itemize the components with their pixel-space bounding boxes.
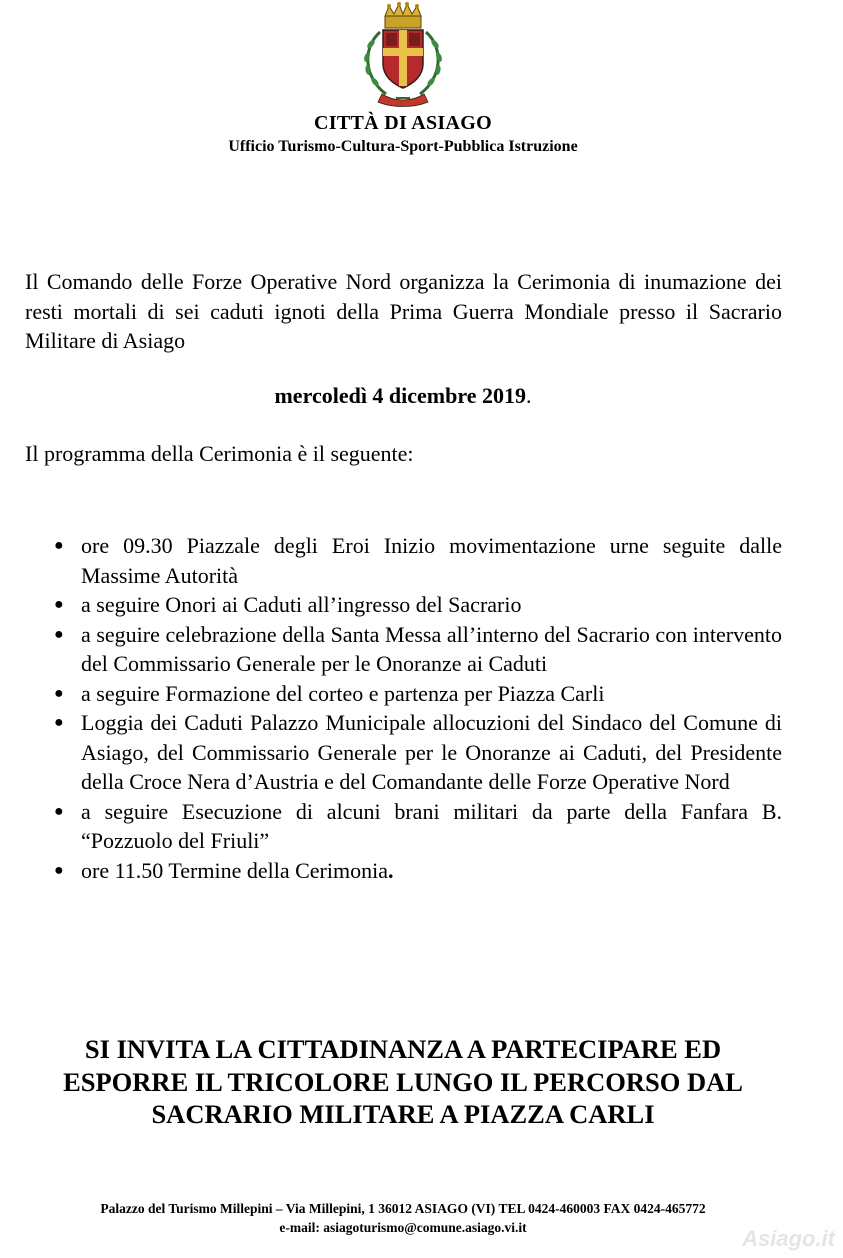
- program-list: [52, 531, 782, 885]
- program-item-text: a seguire Onori ai Caduti all’ingresso del Sacrario: [81, 592, 522, 617]
- bullet-icon: ●: [54, 684, 64, 702]
- intro-paragraph: Il Comando delle Forze Operative Nord organizza la Cerimonia di inumazione dei resti mortali di sei caduti ignoti della Prima Guerra Mondiale presso il Sacrario Militare di Asiago: [25, 269, 782, 353]
- event-date-suffix: .: [526, 383, 532, 408]
- program-item: [52, 856, 782, 886]
- bullet-icon: ●: [54, 596, 64, 613]
- event-date-text: mercoledì 4 dicembre 2019: [274, 383, 527, 408]
- bullet-icon: ●: [54, 625, 64, 643]
- footer-address: Palazzo del Turismo Millepini – Via Millepini, 1 36012 ASIAGO (VI) TEL 0424-460003 FAX 0424-465772: [100, 1201, 706, 1216]
- bullet-icon: ●: [54, 537, 64, 554]
- program-item: [52, 679, 782, 709]
- program-item: [52, 708, 782, 797]
- program-item: [52, 620, 782, 679]
- program-item-text: ore 11.50 Termine della Cerimonia: [81, 857, 388, 883]
- bullet-icon: ●: [54, 714, 64, 731]
- program-item-text: ore 09.30 Piazzale degli Eroi Inizio movimentazione urne seguite dalle Massime Autorità: [81, 533, 782, 588]
- program-item-text: a seguire celebrazione della Santa Messa all’interno del Sacrario con intervento del Commissario Generale per le Onoranze ai Caduti: [81, 621, 782, 676]
- asiago-coat-of-arms-icon: [356, 2, 450, 108]
- invitation-line: SI INVITA LA CITTADINANZA A PARTECIPARE ED: [84, 1034, 722, 1064]
- footer: [0, 1199, 806, 1237]
- program-item: [52, 590, 782, 620]
- bullet-icon: ●: [54, 802, 64, 820]
- bullet-icon: ●: [54, 861, 64, 879]
- program-item-text: a seguire Esecuzione di alcuni brani militari da parte della Fanfara B. “Pozzuolo del Friuli”: [81, 798, 782, 853]
- program-item-text: a seguire Formazione del corteo e partenza per Piazza Carli: [81, 680, 605, 706]
- program-intro: Il programma della Cerimonia è il seguente:: [25, 441, 414, 466]
- program-item-end: .: [387, 857, 394, 883]
- footer-email: e-mail: asiagoturismo@comune.asiago.vi.it: [279, 1220, 527, 1235]
- watermark: Asiago.it: [742, 1226, 835, 1251]
- city-title: CITTÀ DI ASIAGO: [314, 112, 492, 134]
- invitation-block: [0, 1033, 806, 1131]
- program-item-text: Loggia dei Caduti Palazzo Municipale allocuzioni del Sindaco del Comune di Asiago, del Commissario Generale per le Onoranze ai Caduti, del Presidente della Croce Nera d’Austria e del Comandante delle Forze Operative Nord: [81, 710, 782, 794]
- event-date: [0, 383, 806, 409]
- invitation-line: ESPORRE IL TRICOLORE LUNGO IL PERCORSO DAL: [63, 1066, 743, 1097]
- program-item: [52, 797, 782, 856]
- invitation-line: SACRARIO MILITARE A PIAZZA CARLI: [151, 1099, 655, 1129]
- program-item: [52, 531, 782, 590]
- office-subtitle: Ufficio Turismo-Cultura-Sport-Pubblica Istruzione: [228, 138, 578, 155]
